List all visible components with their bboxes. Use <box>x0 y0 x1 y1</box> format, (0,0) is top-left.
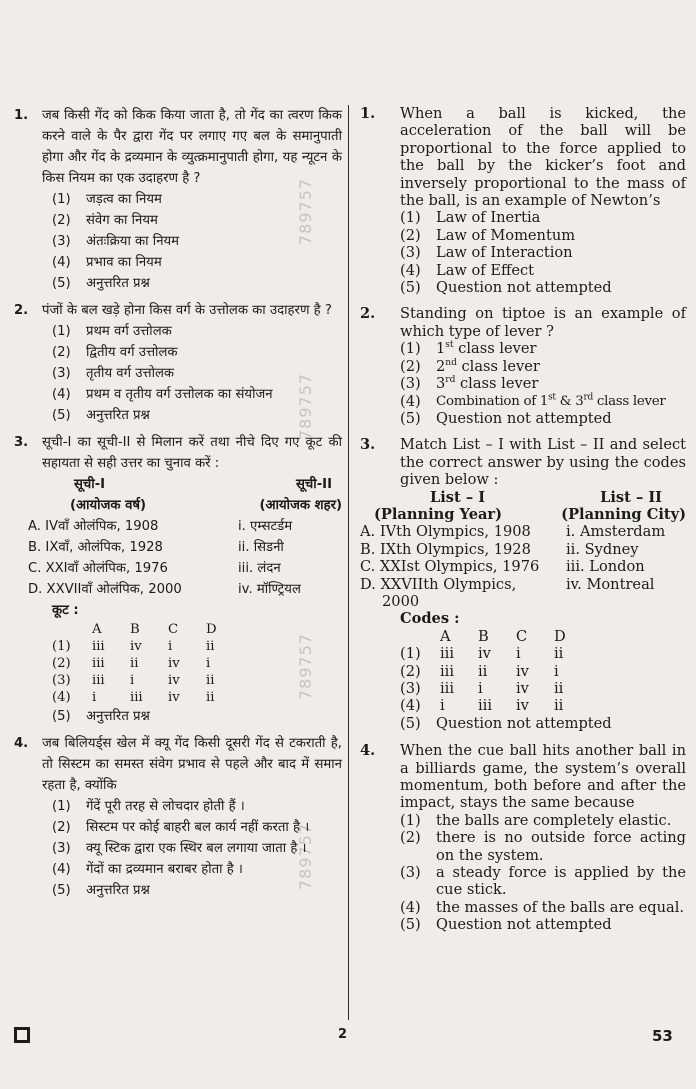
watermark: 789757 <box>296 822 315 890</box>
question-number: 2. <box>14 303 29 318</box>
question-text: पंजों के बल खड़े होना किस वर्ग के उत्तोलक का उदाहरण है ? <box>42 303 332 318</box>
option[interactable]: (3) क्यू स्टिक द्वारा एक स्थिर बल लगाया जाता है । <box>52 841 307 856</box>
watermark: 789757 <box>296 177 315 245</box>
option[interactable]: (4) i iii iv ii <box>400 697 564 715</box>
match-row-continued: 2000 <box>382 592 420 610</box>
list-headers: सूची-I सूची-II <box>74 477 332 492</box>
option[interactable]: (1) गेंदें पूरी तरह से लोचदार होती हैं । <box>52 799 245 814</box>
option[interactable]: (5) अनुत्तरित प्रश्न <box>52 709 150 724</box>
question-en-1 <box>360 105 686 296</box>
question-text: Standing on tiptoe is an example of which type of lever ? <box>400 305 686 340</box>
option[interactable]: (5) अनुत्तरित प्रश्न <box>52 883 150 898</box>
booklet-code: 53 <box>652 1027 673 1045</box>
list-subheaders: (Planning Year) (Planning City) <box>374 505 686 523</box>
match-row: B. IXth Olympics, 1928 ii. Sydney <box>360 540 639 558</box>
option[interactable]: (4) Combination of 1st & 3rd class lever <box>400 392 666 410</box>
question-number: 2. <box>360 305 376 323</box>
option[interactable]: (2) there is no outside force acting on the system. <box>400 829 686 864</box>
question-number: 3. <box>360 436 376 454</box>
option[interactable]: (4) गेंदों का द्रव्यमान बराबर होता है । <box>52 862 243 877</box>
match-row: D. XXVIIवाँ ओलंपिक, 2000 iv. मॉण्ट्रियल <box>28 582 301 597</box>
question-en-2 <box>360 305 686 427</box>
question-hi-3 <box>14 432 342 727</box>
question-en-3 <box>360 436 686 732</box>
match-row: C. XXIवाँ ओलंपिक, 1976 iii. लंदन <box>28 561 281 576</box>
match-row: C. XXIst Olympics, 1976 iii. London <box>360 558 645 576</box>
column-divider <box>348 105 349 1020</box>
list-subheaders: (आयोजक वर्ष) (आयोजक शहर) <box>70 498 342 513</box>
option[interactable]: (3) 3rd class lever <box>400 375 539 393</box>
option[interactable]: (2) 2nd class lever <box>400 357 540 375</box>
option[interactable]: (2) Law of Momentum <box>400 226 576 244</box>
option[interactable]: (2) संवेग का नियम <box>52 213 158 228</box>
option[interactable]: (5) Question not attempted <box>400 279 612 297</box>
question-text: Match List – I with List – II and select the correct answer by using the codes given below : <box>400 436 686 489</box>
option[interactable]: (4) the masses of the balls are equal. <box>400 898 685 916</box>
hindi-column <box>14 105 342 901</box>
codes-label: Codes : <box>400 610 460 628</box>
codes-header-row: A B C D <box>92 622 217 637</box>
option[interactable]: (1) प्रथम वर्ग उत्तोलक <box>52 324 172 339</box>
option[interactable]: (3) iii i iv ii <box>400 680 564 697</box>
question-text: When the cue ball hits another ball in a billiards game, the system’s overall momentum, both before and after the impact, stays the same because <box>400 742 686 812</box>
codes-header-row: A B C D <box>440 627 566 645</box>
option[interactable]: (3) a steady force is applied by the cue stick. <box>400 864 686 899</box>
option[interactable]: (2) द्वितीय वर्ग उत्तोलक <box>52 345 178 360</box>
option[interactable]: (1) 1st class lever <box>400 340 537 358</box>
option[interactable]: (5) अनुत्तरित प्रश्न <box>52 408 150 423</box>
question-number: 4. <box>360 742 376 760</box>
codes-table <box>14 621 342 706</box>
english-column <box>360 105 686 934</box>
option[interactable]: (4) प्रथम व तृतीय वर्ग उत्तोलक का संयोजन <box>52 387 273 402</box>
option[interactable]: (1) जड़त्व का नियम <box>52 192 162 207</box>
question-number: 1. <box>360 105 376 122</box>
option[interactable]: (2) iii ii iv i <box>400 662 559 680</box>
option[interactable]: (2) iii ii iv i <box>52 656 211 671</box>
question-text: सूची-I का सूची-II से मिलान करें तथा नीचे दिए गए कूट की सहायता से सही उत्तर का चुनाव करें : <box>42 435 342 471</box>
watermark: 789757 <box>296 632 315 700</box>
question-text: जब बिलियर्ड्स खेल में क्यू गेंद किसी दूसरी गेंद से टकराती है, तो सिस्टम का समस्त संवेग प्रभाव से पहले और बाद में समान रहता है, क्योंकि <box>42 736 342 793</box>
question-hi-2 <box>14 300 342 426</box>
question-text: When a ball is kicked, the acceleration of the ball will be proportional to the force applied to the ball by the kicker’s foot and inversely proportional to the mass of the ball, is an example of Newton’s <box>400 105 686 210</box>
option[interactable]: (3) Law of Interaction <box>400 244 573 262</box>
option[interactable]: (2) सिस्टम पर कोई बाहरी बल कार्य नहीं करता है । <box>52 820 310 835</box>
option[interactable]: (5) Question not attempted <box>400 916 612 934</box>
codes-label: कूट : <box>52 603 79 618</box>
question-text: जब किसी गेंद को किक किया जाता है, तो गेंद का त्वरण किक करने वाले के पैर द्वारा गेंद पर लगाए गए बल के समानुपाती होगा और गेंद के द्रव्यमान के व्युत्क्रमानुपाती होगा, यह न्यूटन के किस नियम का एक उदाहरण है ? <box>42 108 342 186</box>
option[interactable]: (1) Law of Inertia <box>400 209 541 227</box>
match-row: A. IVth Olympics, 1908 i. Amsterdam <box>360 523 666 541</box>
option[interactable]: (1) iii iv i ii <box>52 639 215 654</box>
option[interactable]: (5) अनुत्तरित प्रश्न <box>52 276 150 291</box>
option[interactable]: (4) Law of Effect <box>400 261 535 279</box>
option[interactable]: (1) iii iv i ii <box>400 645 564 663</box>
faint-header-text <box>180 32 580 84</box>
option[interactable]: (3) अंतःक्रिया का नियम <box>52 234 180 249</box>
match-row: B. IXवाँ, ओलंपिक, 1928 ii. सिडनी <box>28 540 284 555</box>
option[interactable]: (3) तृतीय वर्ग उत्तोलक <box>52 366 175 381</box>
square-bullet-icon <box>14 1027 30 1043</box>
match-row: A. IVवाँ ओलंपिक, 1908 i. एम्सटर्डम <box>28 519 293 534</box>
option[interactable]: (5) Question not attempted <box>400 714 612 732</box>
match-row: D. XXVIIth Olympics, iv. Montreal <box>360 575 655 593</box>
question-hi-1 <box>14 105 342 294</box>
option[interactable]: (4) प्रभाव का नियम <box>52 255 162 270</box>
option[interactable]: (4) i iii iv ii <box>52 690 215 705</box>
question-number: 3. <box>14 435 29 450</box>
option[interactable]: (5) Question not attempted <box>400 409 612 427</box>
question-number: 1. <box>14 108 29 123</box>
watermark: 789757 <box>296 372 315 440</box>
question-en-4 <box>360 742 686 933</box>
question-number: 4. <box>14 736 29 751</box>
option[interactable]: (3) iii i iv ii <box>52 673 215 688</box>
page-number: 2 <box>338 1027 348 1042</box>
option[interactable]: (1) the balls are completely elastic. <box>400 811 672 829</box>
question-hi-4 <box>14 733 342 901</box>
list-headers: List – I List – II <box>430 488 662 506</box>
